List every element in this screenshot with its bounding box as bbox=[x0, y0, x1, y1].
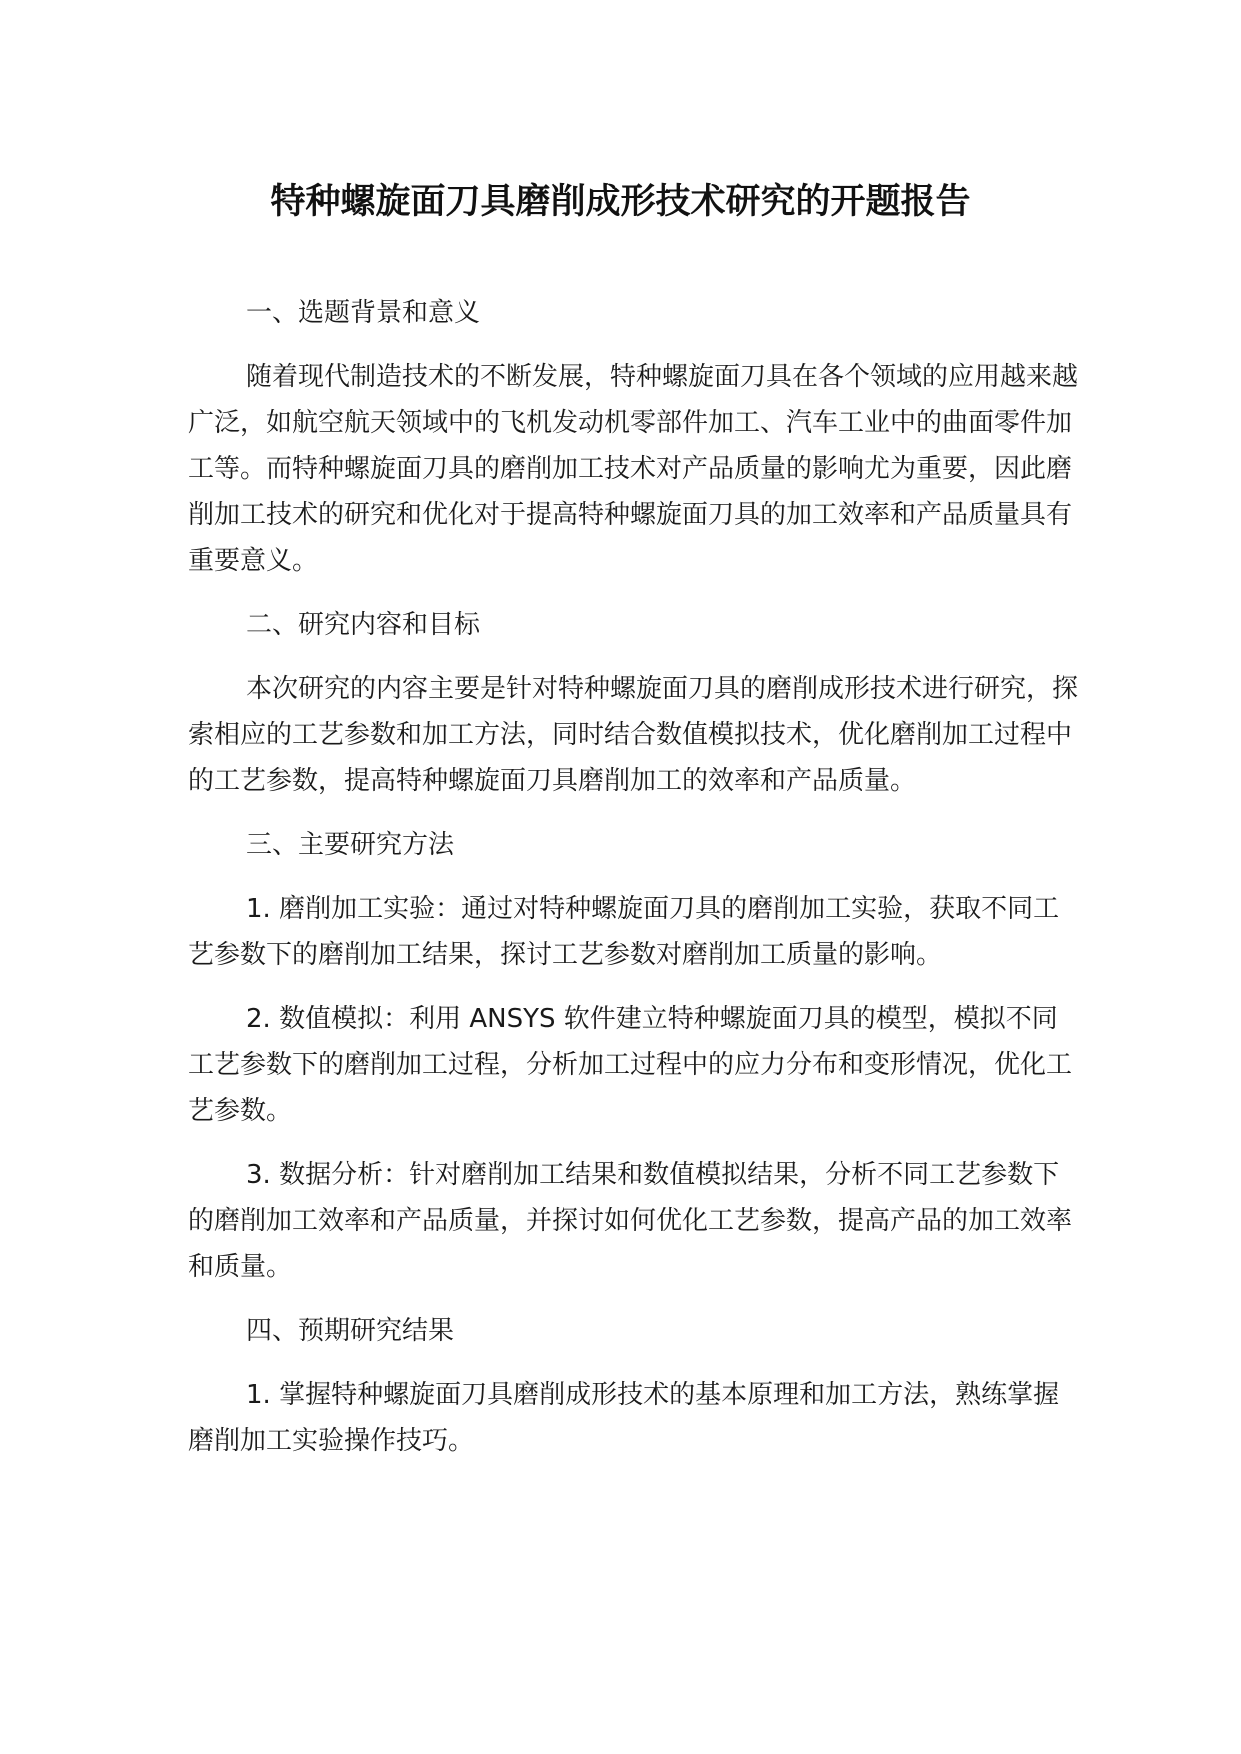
section-heading-expected-results: 四、预期研究结果 bbox=[246, 1316, 455, 1346]
paragraph-background: 随着现代制造技术的不断发展，特种螺旋面刀具在各个领域的应用越来越广泛，如航空航天领域中的飞机发动机零部件加工、汽车工业中的曲面零件加工等。而特种螺旋面刀具的磨削加工技术对产品质量的影响尤为重要，因此磨削加工技术的研究和优化对于提高特种螺旋面刀具的加工效率和产品质量具有重要意义。 bbox=[188, 362, 1079, 576]
paragraph-method-analysis: 3. 数据分析：针对磨削加工结果和数值模拟结果，分析不同工艺参数下的磨削加工效率和产品质量，并探讨如何优化工艺参数，提高产品的加工效率和质量。 bbox=[188, 1160, 1073, 1282]
document-title: 特种螺旋面刀具磨削成形技术研究的开题报告 bbox=[270, 182, 971, 222]
document-body bbox=[188, 290, 1078, 1482]
paragraph-expected-result-1: 1. 掌握特种螺旋面刀具磨削成形技术的基本原理和加工方法，熟练掌握磨削加工实验操作技巧。 bbox=[188, 1380, 1060, 1456]
paragraph-method-experiment: 1. 磨削加工实验：通过对特种螺旋面刀具的磨削加工实验，获取不同工艺参数下的磨削加工结果，探讨工艺参数对磨削加工质量的影响。 bbox=[188, 894, 1060, 970]
section-heading-background: 一、选题背景和意义 bbox=[246, 298, 481, 328]
section-heading-content-goals: 二、研究内容和目标 bbox=[246, 610, 481, 640]
paragraph-content-goals: 本次研究的内容主要是针对特种螺旋面刀具的磨削成形技术进行研究，探索相应的工艺参数和加工方法，同时结合数值模拟技术，优化磨削加工过程中的工艺参数，提高特种螺旋面刀具磨削加工的效率和产品质量。 bbox=[188, 674, 1079, 796]
paragraph-method-simulation: 2. 数值模拟：利用 ANSYS 软件建立特种螺旋面刀具的模型，模拟不同工艺参数下的磨削加工过程，分析加工过程中的应力分布和变形情况，优化工艺参数。 bbox=[188, 1004, 1073, 1126]
section-heading-methods: 三、主要研究方法 bbox=[246, 830, 455, 860]
